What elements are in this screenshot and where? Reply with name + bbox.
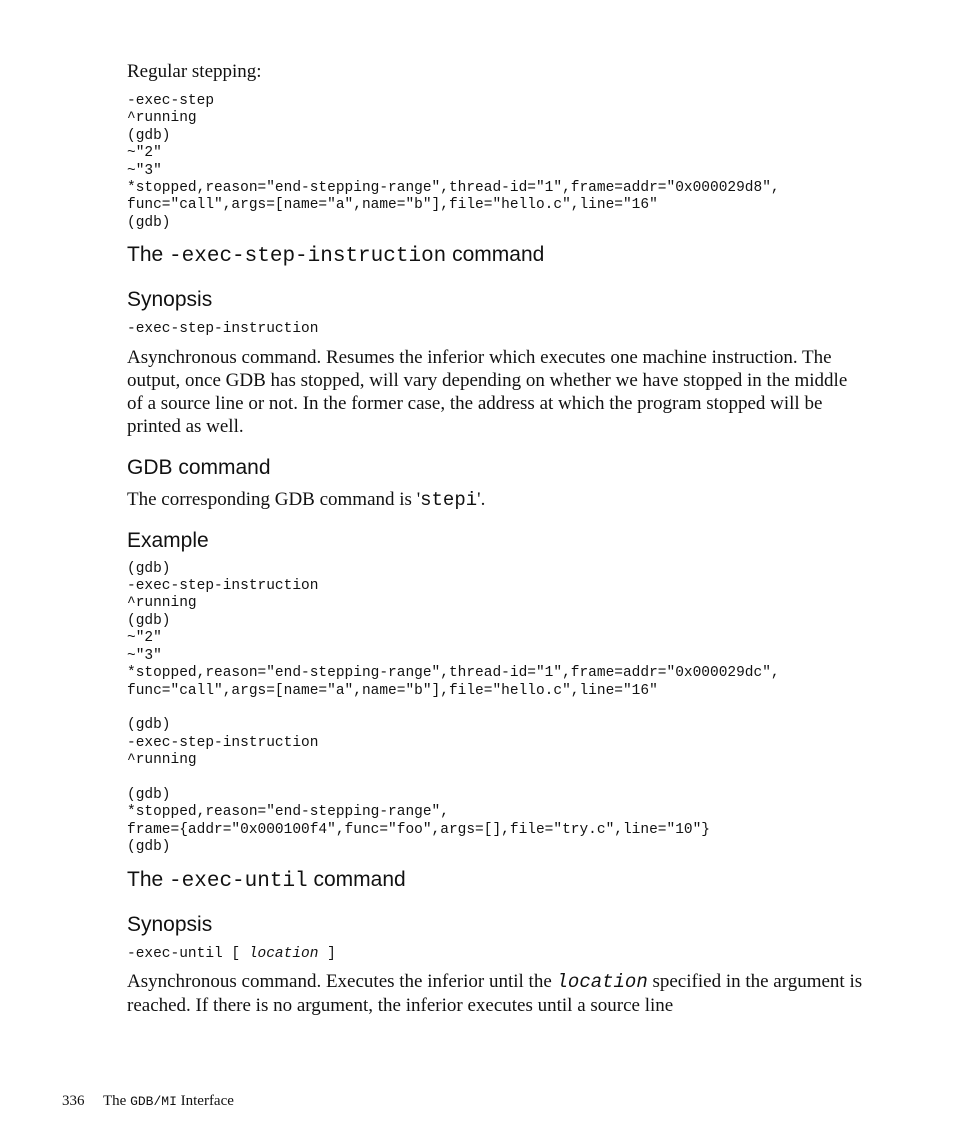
heading-suffix: command bbox=[446, 243, 545, 267]
gdb-text-prefix: The corresponding GDB command is ' bbox=[127, 488, 421, 510]
footer-title bbox=[103, 1093, 234, 1109]
gdb-command-heading: GDB command bbox=[127, 455, 271, 479]
exec-until-synopsis-code bbox=[127, 946, 867, 963]
footer-title-prefix: The bbox=[102, 1093, 131, 1109]
step-instruction-description: Asynchronous command. Resumes the inferior which executes one machine instruction. The output, once GDB has stopped, will vary depending on whether we have stopped in the middle of a source line or not. In the former case, the address at which the program stopped will be printed as well. bbox=[127, 346, 848, 437]
synopsis-prefix: -exec-until [ bbox=[127, 945, 249, 962]
footer-title-mono: GDB/MI bbox=[130, 1094, 177, 1109]
example-heading: Example bbox=[127, 528, 209, 552]
exec-until-description bbox=[127, 970, 867, 1017]
page-footer bbox=[62, 1093, 234, 1110]
heading-command: -exec-until bbox=[169, 869, 308, 893]
heading-suffix: command bbox=[307, 867, 406, 891]
heading-prefix: The bbox=[127, 243, 170, 267]
footer-title-suffix: Interface bbox=[176, 1093, 234, 1109]
regular-stepping-code: -exec-step ^running (gdb) ~"2" ~"3" *stopped,reason="end-stepping-range",thread-id="1",frame=addr="0x000029d8", func="call",args=[name="a",name="b"],file="hello.c",line="16" (gdb) bbox=[127, 93, 780, 231]
synopsis-suffix: ] bbox=[318, 945, 336, 962]
page-content bbox=[127, 60, 867, 1017]
regular-stepping-label: Regular stepping: bbox=[127, 61, 262, 82]
desc-prefix: Asynchronous command. Executes the inferior until the bbox=[127, 970, 557, 992]
gdb-command-text bbox=[127, 488, 867, 512]
example-code: (gdb) -exec-step-instruction ^running (gdb) ~"2" ~"3" *stopped,reason="end-stepping-range",thread-id="1",frame=addr="0x000029dc", func="call",args=[name="a",name="b"],file="hello.c",line="16" (gdb) -exec-step-instruction ^running (gdb) *stopped,reason="end-stepping-range", frame={addr="0x000100f4",func="foo",args=[],file="try.c",line="10"} (gdb) bbox=[127, 560, 780, 856]
step-instruction-synopsis-heading: Synopsis bbox=[127, 288, 213, 312]
page-number: 336 bbox=[62, 1093, 85, 1109]
step-instruction-synopsis-code: -exec-step-instruction bbox=[127, 321, 319, 338]
exec-until-synopsis-heading: Synopsis bbox=[127, 912, 213, 936]
gdb-text-suffix: '. bbox=[477, 488, 486, 510]
gdb-text-command: stepi bbox=[420, 488, 478, 511]
heading-command: -exec-step-instruction bbox=[169, 245, 447, 269]
exec-until-heading bbox=[127, 867, 867, 895]
desc-arg: location bbox=[556, 970, 648, 993]
desc-suffix: specified in the argument is reached. If there is no argument, the inferior executes until a source line bbox=[127, 970, 863, 1016]
step-instruction-heading bbox=[127, 242, 867, 270]
synopsis-arg: location bbox=[248, 945, 319, 962]
heading-prefix: The bbox=[127, 867, 170, 891]
